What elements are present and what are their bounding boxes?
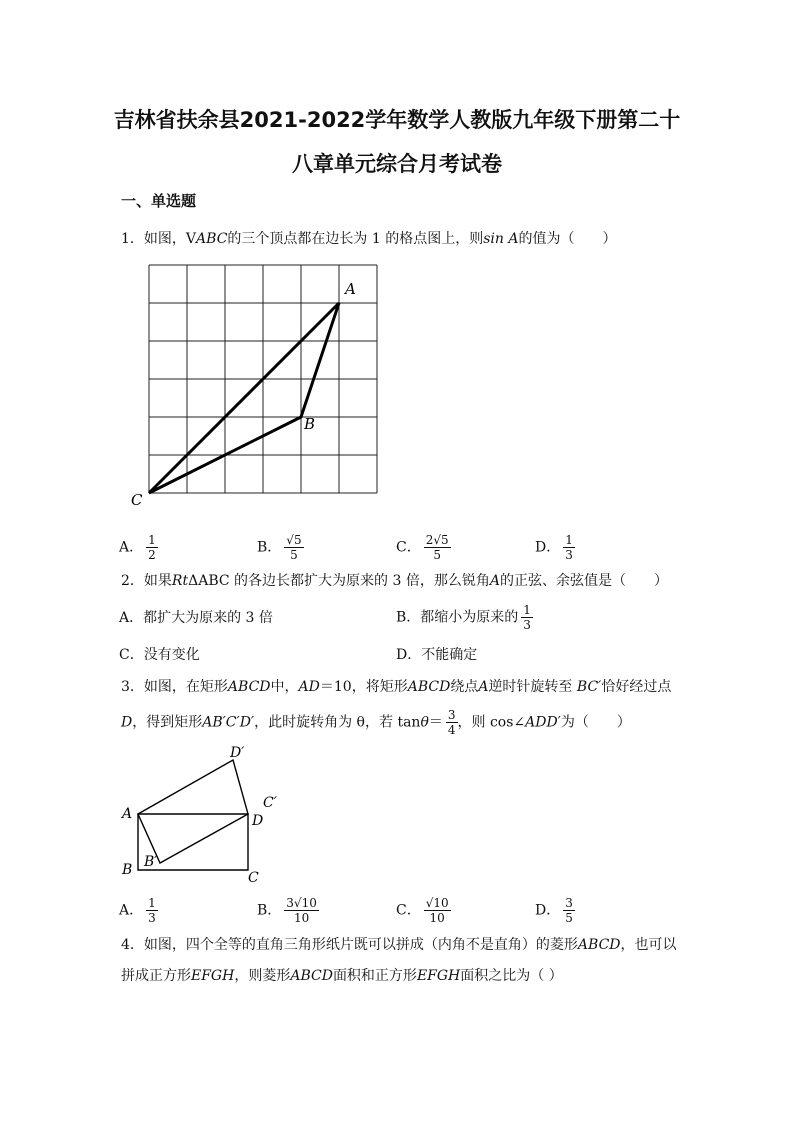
question-4-line2: [121, 965, 563, 985]
fraction: [146, 896, 158, 925]
denominator: 5: [433, 548, 441, 562]
question-1-text: [121, 228, 616, 248]
q3-rect2: AB′C′D′: [202, 714, 255, 731]
triangle-abc: [149, 303, 339, 493]
q2-option-b[interactable]: [396, 603, 533, 632]
q2-option-d[interactable]: D．不能确定: [396, 647, 478, 663]
fraction: [284, 533, 303, 562]
fraction: [424, 533, 451, 562]
q1-triangle-name: ABC: [196, 231, 228, 247]
option-letter: A．: [119, 539, 144, 556]
denominator: 3: [148, 911, 156, 925]
numerator: 3: [447, 708, 456, 722]
label-c: C: [131, 491, 143, 509]
option-letter: D．: [535, 902, 561, 919]
q3-theta: θ: [420, 714, 429, 731]
q2-suffix: 的正弦、余弦值是（ ）: [499, 573, 668, 589]
q3-rectangle-figure: [115, 740, 290, 888]
numerator: √10: [425, 896, 449, 910]
denominator: 3: [523, 618, 531, 632]
q3-abcd: ABCD: [407, 679, 451, 695]
q3-text: 逆时针旋转至: [488, 679, 573, 695]
q3-text: ＝10，将矩形: [319, 679, 408, 695]
numerator: 1: [565, 533, 573, 547]
option-text: B．都缩小为原来的: [396, 609, 519, 626]
denominator: 5: [290, 548, 298, 562]
q4-efgh: EFGH: [416, 968, 461, 984]
q4-text: 拼成正方形: [121, 968, 191, 984]
label-c-prime: C′: [263, 795, 277, 811]
q1-option-b[interactable]: [257, 533, 304, 562]
q2-option-a[interactable]: A．都扩大为原来的 3 倍: [119, 610, 273, 626]
q1-option-c[interactable]: [396, 533, 451, 562]
label-b: B: [122, 862, 133, 878]
q1-prefix: 1．如图，: [121, 231, 186, 247]
label-d: D: [252, 813, 264, 829]
numerator: 3: [565, 896, 573, 910]
numerator: 1: [148, 896, 156, 910]
option-letter: C．: [396, 539, 421, 556]
q1-suffix: 的值为（ ）: [518, 231, 617, 247]
question-3-line1: [121, 676, 671, 696]
q3-add: ADD: [525, 714, 558, 731]
q3-text: ，则 cos∠: [457, 714, 526, 731]
option-letter: C．: [396, 902, 421, 919]
denominator: 2: [148, 548, 156, 562]
q3-text: 中，: [270, 679, 299, 695]
question-4-line1: [121, 934, 677, 954]
numerator: √5: [286, 533, 302, 547]
q3-text: 恰好经过点: [601, 679, 672, 695]
label-b-prime: B′: [144, 854, 158, 870]
q3-text: ，此时旋转角为 θ，若 tan: [254, 714, 421, 731]
numerator: 2√5: [425, 533, 449, 547]
q4-abcd: ABCD: [577, 937, 621, 953]
q3-abcd: ABCD: [227, 679, 271, 695]
document-title-line2: 八章单元综合月考试卷: [292, 152, 502, 176]
label-a: A: [122, 806, 133, 822]
q2-prefix: 2．如果: [121, 573, 172, 589]
option-letter: B．: [257, 902, 282, 919]
question-2-text: [121, 570, 668, 590]
q1-triangle-symbol: V: [185, 231, 197, 247]
q4-text: ，则菱形: [234, 968, 291, 984]
option-letter: A．: [119, 902, 144, 919]
q1-option-d[interactable]: [535, 533, 575, 562]
section-heading: 一、单选题: [121, 192, 197, 210]
q3-ad: AD: [298, 679, 320, 695]
label-b: B: [304, 415, 316, 433]
q3-text: ，得到矩形: [132, 714, 203, 731]
label-a: A: [345, 280, 356, 298]
q3-text: 3．如图，在矩形: [121, 679, 228, 695]
fraction: [521, 603, 533, 632]
q1-sina: sin A: [483, 231, 519, 247]
denominator: 3: [565, 548, 573, 562]
q3-option-a[interactable]: [119, 896, 158, 925]
q3-text: ′为（ ）: [557, 714, 631, 731]
q3-a: A: [478, 679, 489, 695]
q3-text: ＝: [428, 714, 443, 731]
q2-angle-a: A: [489, 573, 500, 589]
q2-triangle: ΔABC: [188, 573, 230, 589]
label-c: C: [248, 870, 259, 886]
denominator: 5: [565, 911, 573, 925]
q1-middle: 的三个顶点都在边长为 1 的格点图上，则: [227, 231, 484, 247]
q2-rt: Rt: [171, 573, 189, 589]
q1-grid-figure: [125, 260, 395, 512]
option-letter: D．: [535, 539, 561, 556]
rectangle-abpcpdp: [138, 760, 248, 863]
q4-text: 4．如图，四个全等的直角三角形纸片既可以拼成（内角不是直角）的菱形: [121, 937, 578, 953]
label-d-prime: D′: [230, 745, 245, 761]
q3-option-b[interactable]: [257, 896, 319, 925]
denominator: 10: [429, 911, 445, 925]
q4-text: 面积之比为（ ）: [460, 968, 563, 984]
q3-option-d[interactable]: [535, 896, 575, 925]
tan-fraction: [446, 708, 458, 737]
q3-option-c[interactable]: [396, 896, 451, 925]
q4-text: ，也可以: [620, 937, 677, 953]
option-letter: B．: [257, 539, 282, 556]
fraction: [563, 533, 575, 562]
q4-abcd: ABCD: [290, 968, 333, 984]
q3-d: D: [121, 714, 133, 731]
question-3-line2: [121, 708, 631, 737]
fraction: [563, 896, 575, 925]
fraction: [146, 533, 158, 562]
q3-bc: BC′: [576, 679, 602, 695]
q2-middle: 的各边长都扩大为原来的 3 倍，那么锐角: [234, 573, 490, 589]
fraction: [424, 896, 451, 925]
numerator: 1: [523, 603, 531, 617]
fraction: [284, 896, 319, 925]
denominator: 10: [293, 911, 310, 925]
q1-option-a[interactable]: [119, 533, 158, 562]
q4-text: 面积和正方形: [332, 968, 417, 984]
document-title-line1: 吉林省扶余县2021-2022学年数学人教版九年级下册第二十: [113, 108, 681, 132]
numerator: 3√10: [286, 896, 317, 910]
numerator: 1: [148, 533, 156, 547]
q4-efgh: EFGH: [191, 968, 235, 984]
denominator: 4: [447, 723, 456, 737]
q2-option-c[interactable]: C．没有变化: [119, 647, 200, 663]
q3-text: 绕点: [450, 679, 479, 695]
